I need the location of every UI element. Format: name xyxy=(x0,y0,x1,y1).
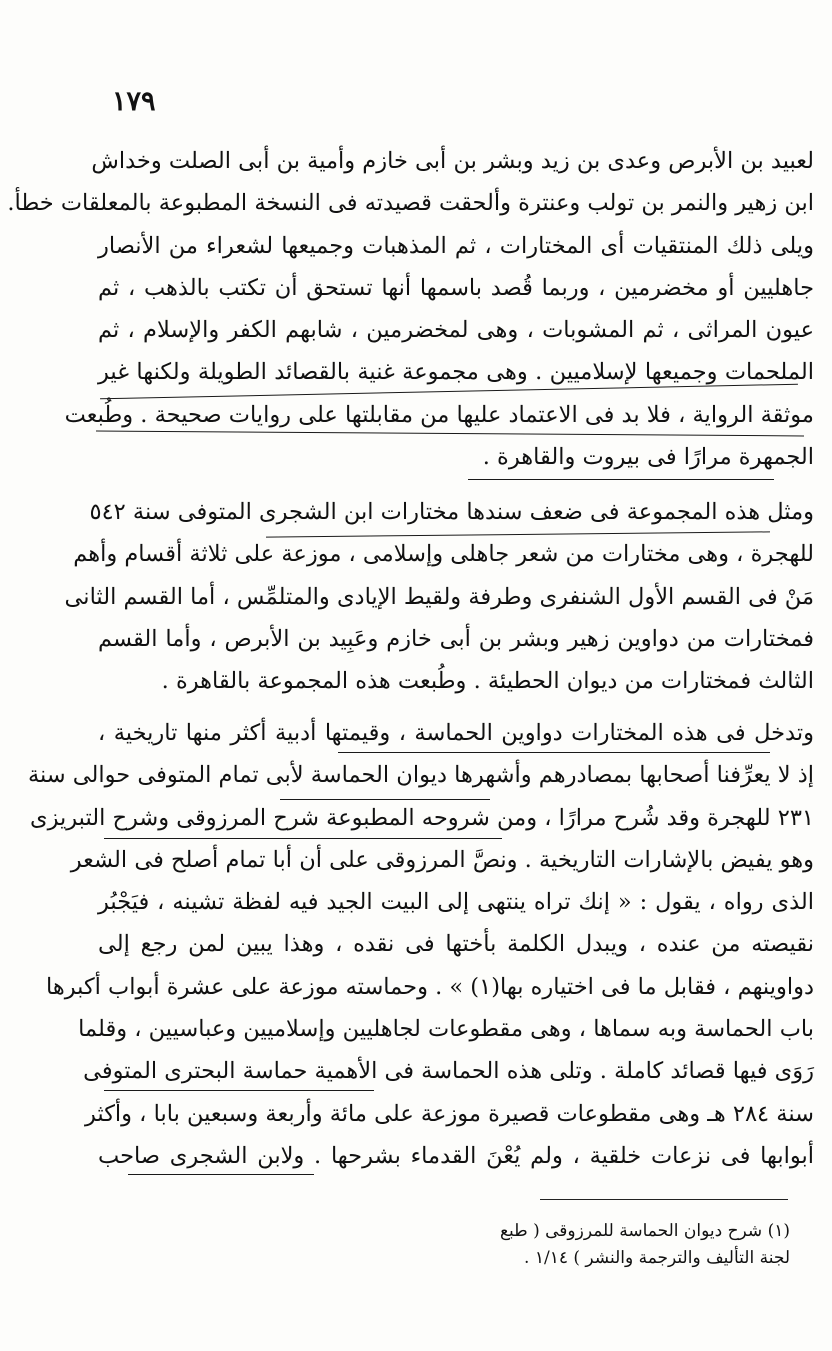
text-line: الثالث فمختارات من ديوان الحطيئة . وطُبعت هذه المجموعة بالقاهرة . xyxy=(161,668,814,695)
handwritten-underline xyxy=(128,1174,314,1175)
text-line: نقيصته من عنده ، ويبدل الكلمة بأختها فى نقده ، وهذا يبين لمن رجع إلى xyxy=(98,931,814,958)
text-line: رَوَى فيها قصائد كاملة . وتلى هذه الحماسة فى الأهمية حماسة البحترى المتوفى xyxy=(83,1058,814,1085)
text-line: سنة ٢٨٤ هـ وهى مقطوعات قصيرة موزعة على مائة وأربعة وسبعين بابا ، وأكثر xyxy=(85,1100,814,1127)
text-line: مَنْ فى القسم الأول الشنفرى وطرفة ولقيط الإيادى والمتلمِّس ، أما القسم الثانى xyxy=(64,583,814,610)
text-line: الجمهرة مرارًا فى بيروت والقاهرة . xyxy=(482,444,814,471)
text-line: إذ لا يعرِّفنا أصحابها بمصادرهم وأشهرها ديوان الحماسة لأبى تمام المتوفى حوالى سنة xyxy=(27,762,814,789)
text-line: الملحمات وجميعها لإسلاميين . وهى مجموعة غنية بالقصائد الطويلة ولكنها غير xyxy=(98,359,814,386)
paragraph-1 xyxy=(7,140,814,478)
text-line: الذى رواه ، يقول : « إنك تراه ينتهى إلى البيت الجيد فيه لفظة تشينه ، فيَجْبُر xyxy=(98,889,814,916)
text-line: عيون المراثى ، ثم المشوبات ، وهى لمخضرمين ، شابهم الكفر والإسلام ، ثم xyxy=(98,317,814,344)
paragraph-2 xyxy=(64,491,814,702)
handwritten-underline xyxy=(104,1090,374,1091)
page-number: ١٧٩ xyxy=(112,86,156,117)
text-line: وتدخل فى هذه المختارات دواوين الحماسة ، وقيمتها أدبية أكثر منها تاريخية ، xyxy=(98,720,814,746)
text-line: فمختارات من دواوين زهير وبشر بن أبى خازم وعَبِيد بن الأبرص ، وأما القسم xyxy=(98,625,814,652)
paragraph-3 xyxy=(27,712,814,1177)
text-line: دواوينهم ، فقابل ما فى اختياره بها(١) » . وحماسته موزعة على عشرة أبواب أكبرها xyxy=(46,973,814,1000)
text-line: وهو يفيض بالإشارات التاريخية . ونصَّ المرزوقى على أن أبا تمام أصلح فى الشعر xyxy=(70,846,814,873)
footnote xyxy=(440,1218,790,1272)
footnote-divider xyxy=(540,1199,788,1200)
text-line: ومثل هذه المجموعة فى ضعف سندها مختارات ابن الشجرى المتوفى سنة ٥٤٢ xyxy=(89,499,814,525)
text-line: ويلى ذلك المنتقيات أى المختارات ، ثم المذهبات وجميعها لشعراء من الأنصار xyxy=(98,232,814,259)
footnote-line: لجنة التأليف والترجمة والنشر ) ١/١٤ . xyxy=(524,1248,790,1268)
text-line: باب الحماسة وبه سماها ، وهى مقطوعات لجاهليين وإسلاميين وعباسيين ، وقلما xyxy=(78,1016,814,1043)
text-line: لعبيد بن الأبرص وعدى بن زيد وبشر بن أبى خازم وأمية بن أبى الصلت وخداش xyxy=(91,148,814,174)
text-line: أبوابها فى نزعات خلقية ، ولم يُعْنَ القدماء بشرحها . ولابن الشجرى صاحب xyxy=(98,1142,814,1169)
text-line: موثقة الرواية ، فلا بد فى الاعتماد عليها من مقابلتها على روايات صحيحة . وطُبعت xyxy=(64,401,814,428)
handwritten-underline xyxy=(468,479,774,480)
text-line: ٢٣١ للهجرة وقد شُرح مرارًا ، ومن شروحه المطبوعة شرح المرزوقى وشرح التبريزى xyxy=(29,804,814,831)
handwritten-underline xyxy=(280,799,490,800)
handwritten-underline xyxy=(338,752,770,753)
text-line: للهجرة ، وهى مختارات من شعر جاهلى وإسلامى ، موزعة على ثلاثة أقسام وأهم xyxy=(73,541,814,568)
footnote-line: (١) شرح ديوان الحماسة للمرزوقى ( طبع xyxy=(499,1221,790,1241)
handwritten-underline xyxy=(104,838,502,839)
text-line: جاهليين أو مخضرمين ، وربما قُصد باسمها أنها تستحق أن تكتب بالذهب ، ثم xyxy=(98,274,814,301)
text-line: ابن زهير والنمر بن تولب وعنترة وألحقت قصيدته فى النسخة المطبوعة بالمعلقات خطأ. xyxy=(7,190,814,217)
